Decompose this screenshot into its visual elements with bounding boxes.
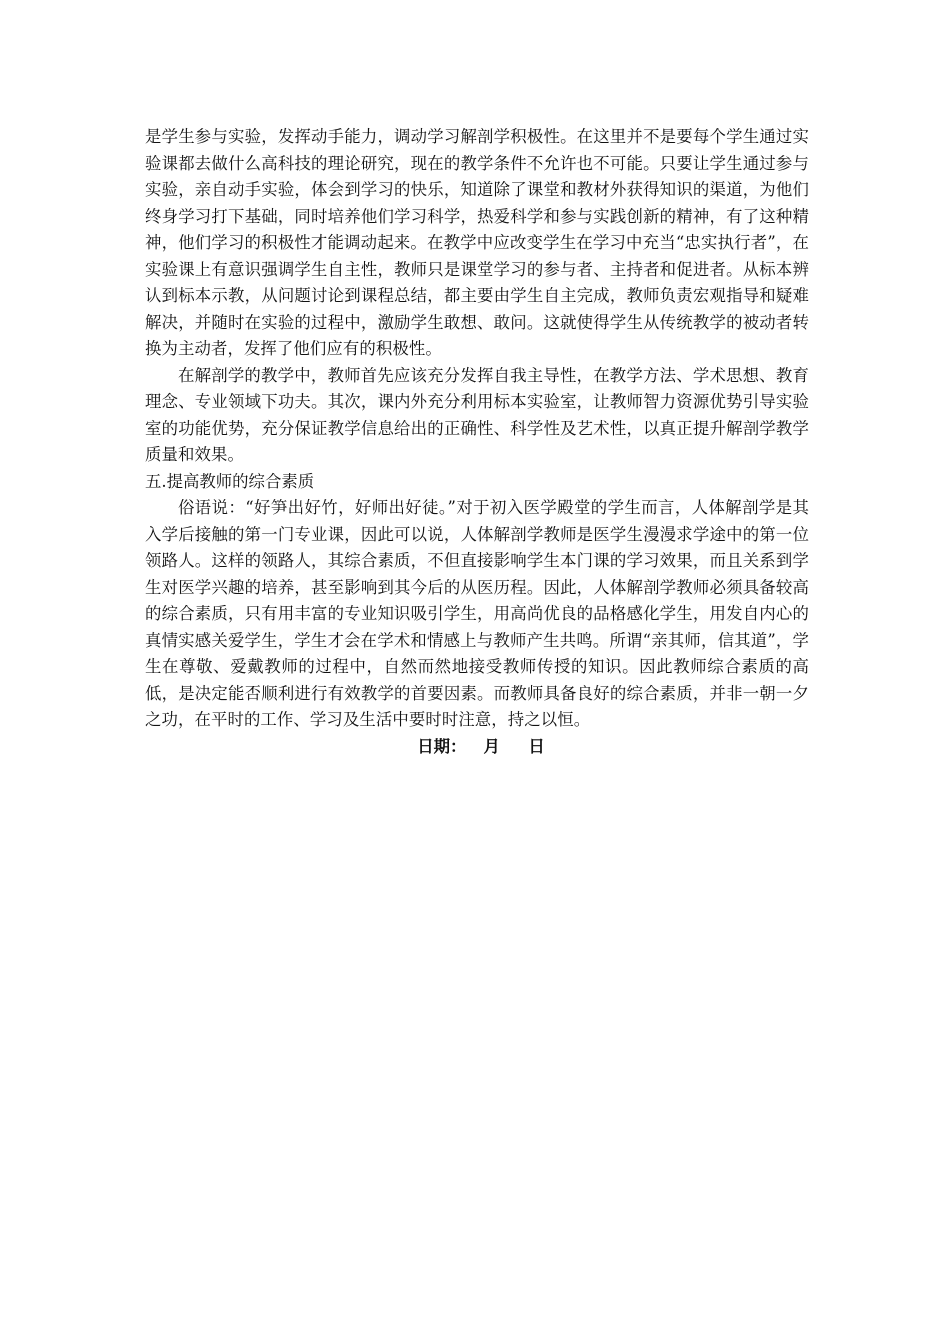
body-paragraph-2: 在解剖学的教学中，教师首先应该充分发挥自我主导性，在教学方法、学术思想、教育理念、专业领域下功夫。其次，课内外充分利用标本实验室，让教师智力资源优势引导实验室的功能优势，充分保证教学信息给出的正确性、科学性及艺术性，以真正提升解剖学教学质量和效果。 [145, 365, 809, 464]
section-heading: 五.提高教师的综合素质 [145, 471, 315, 491]
month-label: 月 [483, 736, 500, 756]
document-page [145, 124, 809, 760]
date-line [145, 734, 809, 761]
body-paragraph-1: 是学生参与实验，发挥动手能力，调动学习解剖学积极性。在这里并不是要每个学生通过实验课都去做什么高科技的理论研究，现在的教学条件不允许也不可能。只要让学生通过参与实验，亲自动手实验，体会到学习的快乐，知道除了课堂和教材外获得知识的渠道，为他们终身学习打下基础，同时培养他们学习科学，热爱科学和参与实践创新的精神，有了这种精神，他们学习的积极性才能调动起来。在教学中应改变学生在学习中充当“忠实执行者”，在实验课上有意识强调学生自主性，教师只是课堂学习的参与者、主持者和促进者。从标本辨认到标本示教，从问题讨论到课程总结，都主要由学生自主完成，教师负责宏观指导和疑难解决，并随时在实验的过程中，激励学生敢想、敢问。这就使得学生从传统教学的被动者转换为主动者，发挥了他们应有的积极性。 [145, 127, 809, 358]
body-paragraph-3: 俗语说：“好笋出好竹，好师出好徒。”对于初入医学殿堂的学生而言，人体解剖学是其入学后接触的第一门专业课，因此可以说，人体解剖学教师是医学生漫漫求学途中的第一位领路人。这样的领路人，其综合素质，不但直接影响学生本门课的学习效果，而且关系到学生对医学兴趣的培养，甚至影响到其今后的从医历程。因此，人体解剖学教师必须具备较高的综合素质，只有用丰富的专业知识吸引学生，用高尚优良的品格感化学生，用发自内心的真情实感关爱学生，学生才会在学术和情感上与教师产生共鸣。所谓“亲其师，信其道”，学生在尊敬、爱戴教师的过程中，自然而然地接受教师传授的知识。因此教师综合素质的高低，是决定能否顺利进行有效教学的首要因素。而教师具备良好的综合素质，并非一朝一夕之功，在平时的工作、学习及生活中要时时注意，持之以恒。 [145, 498, 809, 729]
day-label: 日 [528, 736, 545, 756]
date-label: 日期： [417, 736, 467, 756]
